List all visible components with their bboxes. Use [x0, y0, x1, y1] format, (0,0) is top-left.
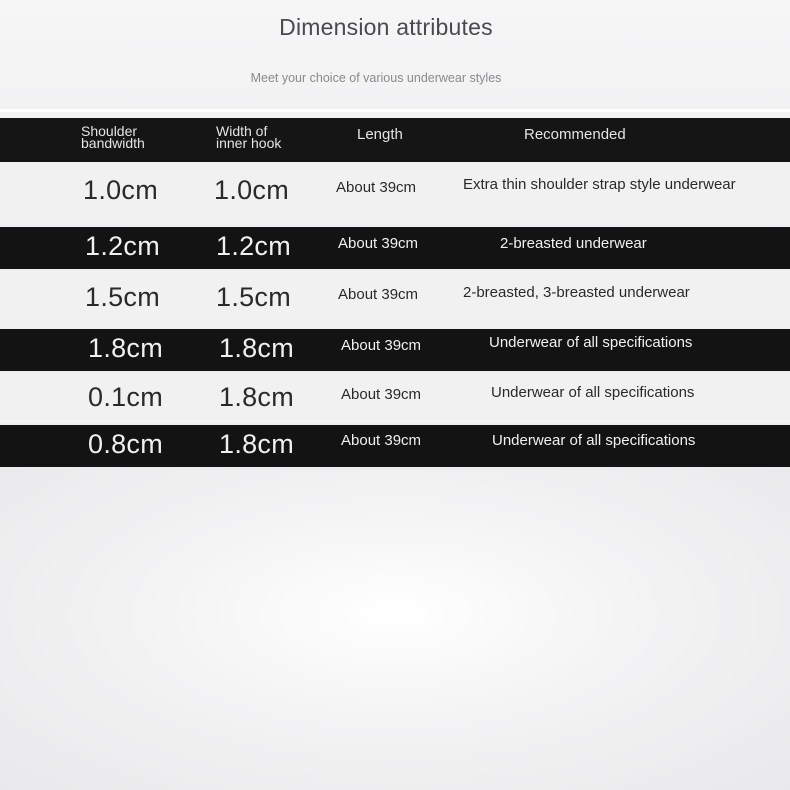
cell-recommended: Extra thin shoulder strap style underwear: [463, 176, 736, 193]
cell-shoulder: 1.5cm: [85, 282, 161, 312]
page-title: Dimension attributes: [279, 14, 493, 40]
cell-length: About 39cm: [336, 179, 417, 196]
cell-hook: 1.0cm: [214, 175, 290, 205]
cell-length: About 39cm: [338, 286, 419, 303]
header-recommended: Recommended: [524, 126, 626, 143]
header-hook-line2: inner hook: [216, 135, 282, 151]
cell-length: About 39cm: [338, 235, 419, 252]
cell-shoulder: 1.2cm: [85, 231, 161, 261]
cell-shoulder: 1.0cm: [83, 175, 159, 205]
cell-recommended: 2-breasted underwear: [500, 235, 647, 252]
cell-recommended: Underwear of all specifications: [492, 432, 696, 449]
header-shoulder-bandwidth: [81, 125, 145, 149]
cell-recommended: Underwear of all specifications: [491, 384, 695, 401]
table-row: [0, 425, 790, 467]
cell-length: About 39cm: [341, 432, 422, 449]
table-row: [0, 163, 790, 223]
cell-hook: 1.8cm: [219, 382, 295, 412]
page-subtitle: Meet your choice of various underwear styles: [250, 71, 502, 85]
cell-hook: 1.8cm: [219, 333, 295, 363]
table-row: [0, 271, 790, 327]
cell-recommended: Underwear of all specifications: [489, 334, 693, 351]
header-length: Length: [357, 126, 403, 143]
table-row: [0, 373, 790, 423]
table-row: [0, 329, 790, 371]
cell-recommended: 2-breasted, 3-breasted underwear: [463, 284, 690, 301]
cell-shoulder: 0.1cm: [88, 382, 164, 412]
header-hook-line1: Width of: [216, 123, 268, 139]
cell-hook: 1.2cm: [216, 231, 292, 261]
cell-hook: 1.8cm: [219, 429, 295, 459]
cell-length: About 39cm: [341, 337, 422, 354]
header-shoulder-line1: Shoulder: [81, 123, 138, 139]
cell-length: About 39cm: [341, 386, 422, 403]
cell-shoulder: 1.8cm: [88, 333, 164, 363]
header-inner-hook-width: [216, 125, 281, 149]
table-header: [0, 118, 790, 162]
background-fabric: [0, 470, 790, 790]
table-row: [0, 227, 790, 269]
header-shoulder-line2: bandwidth: [81, 135, 145, 151]
divider: [0, 109, 790, 112]
cell-hook: 1.5cm: [216, 282, 292, 312]
cell-shoulder: 0.8cm: [88, 429, 164, 459]
